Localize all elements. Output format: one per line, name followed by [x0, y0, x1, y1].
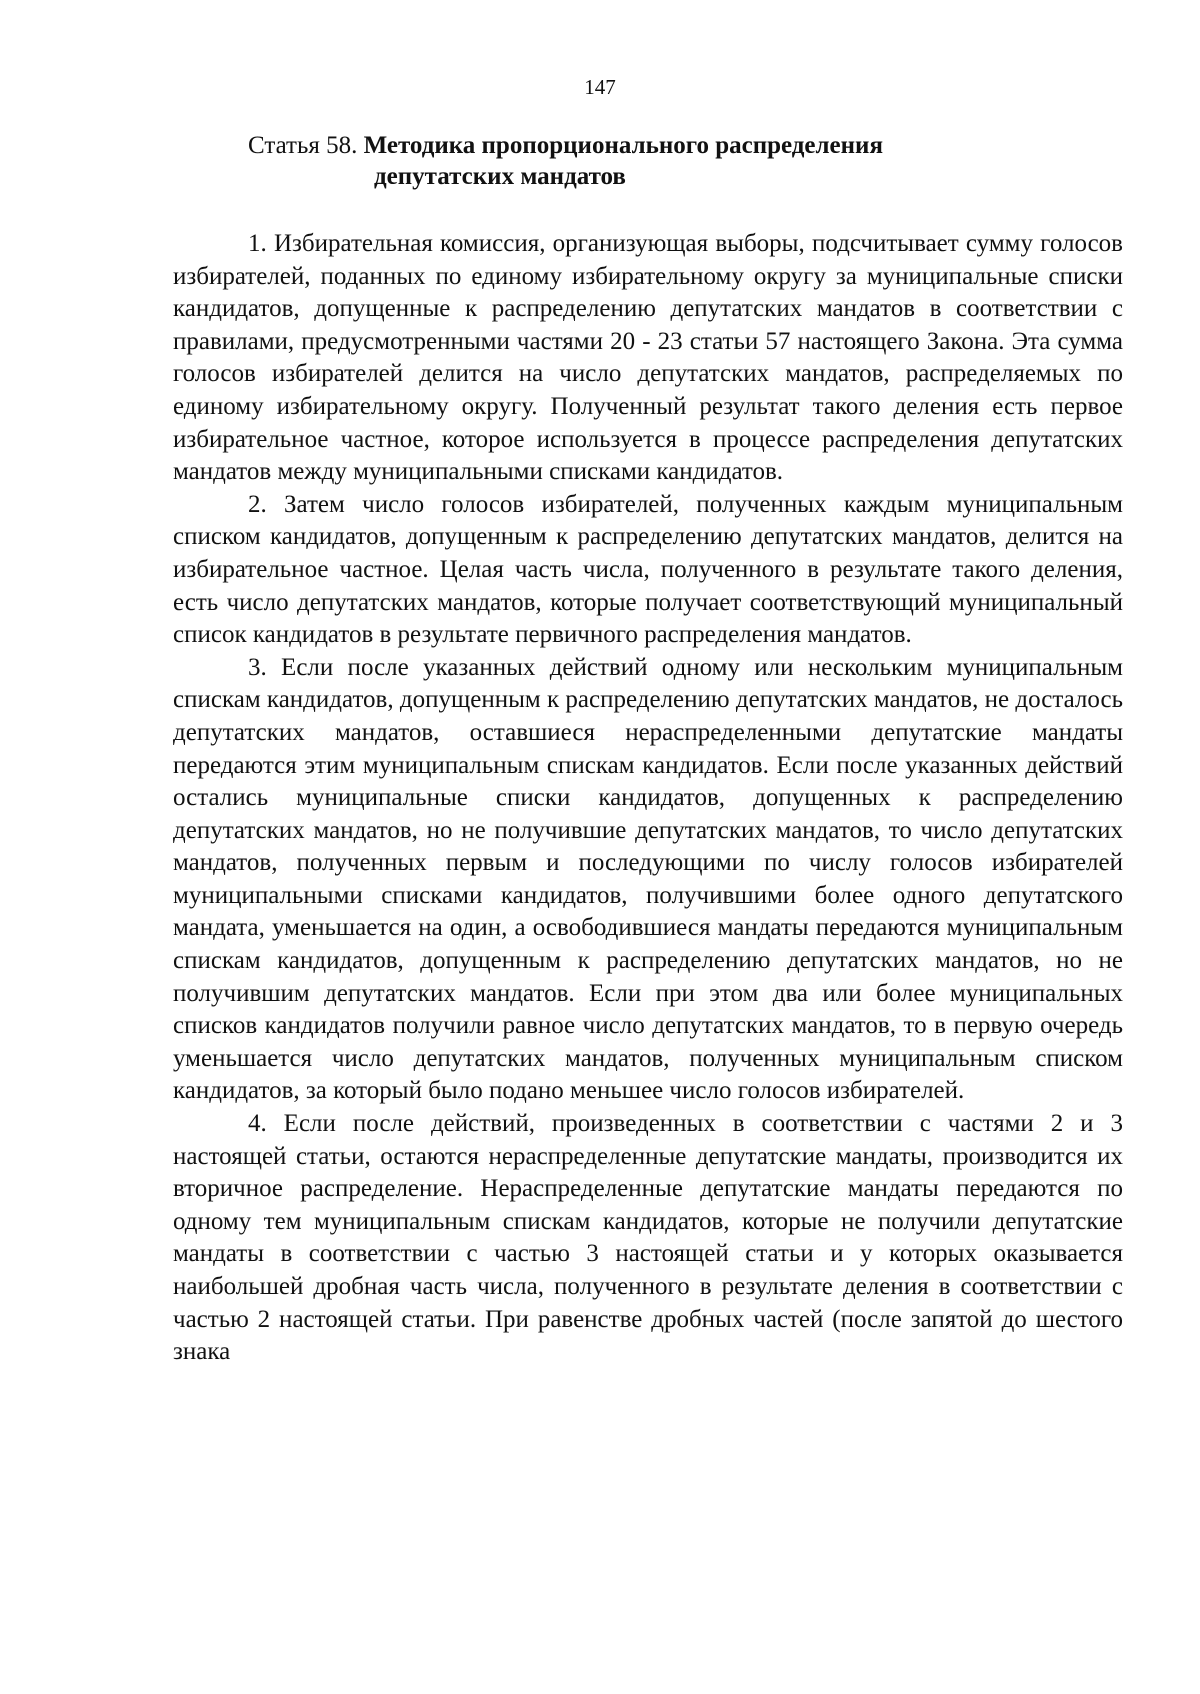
article-body	[173, 228, 1123, 1369]
paragraph-3: 3. Если после указанных действий одному или нескольким муниципальным спискам кандидатов, допущенным к распределению депутатских мандатов, не досталось депутатских мандатов, оставшиеся нераспределенными депутатские мандаты передаются этим муниципальным спискам кандидатов. Если после указанных действий остались муниципальные списки кандидатов, допущенных к распределению депутатских мандатов, но не получившие депутатских мандатов, то число депутатских мандатов, полученных первым и последующими по числу голосов избирателей муниципальными списками кандидатов, получившими более одного депутатского мандата, уменьшается на один, а освободившиеся мандаты передаются муниципальным спискам кандидатов, допущенным к распределению депутатских мандатов, но не получившим депутатских мандатов. Если при этом два или более муниципальных списков кандидатов получили равное число депутатских мандатов, то в первую очередь уменьшается число депутатских мандатов, полученных муниципальным списком кандидатов, за который было подано меньшее число голосов избирателей.	[173, 653, 1123, 1105]
article-title-line-2: депутатских мандатов	[374, 163, 626, 190]
paragraph-4: 4. Если после действий, произведенных в соответствии с частями 2 и 3 настоящей статьи, остаются нераспределенные депутатские мандаты, производится их вторичное распределение. Нераспределенные депутатские мандаты передаются по одному тем муниципальным спискам кандидатов, которые не получили депутатские мандаты в соответствии с частью 3 настоящей статьи и у которых оказывается наибольшей дробная часть числа, полученного в результате деления в соответствии с частью 2 настоящей статьи. При равенстве дробных частей (после запятой до шестого знака	[173, 1110, 1123, 1366]
article-title-line-1: Методика пропорционального распределения	[363, 132, 883, 159]
paragraph-2: 2. Затем число голосов избирателей, полученных каждым муниципальным списком кандидатов, допущенным к распределению депутатских мандатов, делится на избирательное частное. Целая часть числа, полученного в результате такого деления, есть число депутатских мандатов, которые получает соответствующий муниципальный список кандидатов в результате первичного распределения мандатов.	[173, 490, 1123, 649]
paragraph-1: 1. Избирательная комиссия, организующая выборы, подсчитывает сумму голосов избирателей, поданных по единому избирательному округу за муниципальные списки кандидатов, допущенные к распределению депутатских мандатов в соответствии с правилами, предусмотренными частями 20 - 23 статьи 57 настоящего Закона. Эта сумма голосов избирателей делится на число депутатских мандатов, распределяемых по единому избирательному округу. Полученный результат такого деления есть первое избирательное частное, которое используется в процессе распределения депутатских мандатов между муниципальными списками кандидатов.	[173, 230, 1123, 486]
page-number: 147	[584, 75, 616, 99]
article-heading	[248, 130, 1048, 192]
article-number: Статья 58.	[248, 132, 358, 159]
